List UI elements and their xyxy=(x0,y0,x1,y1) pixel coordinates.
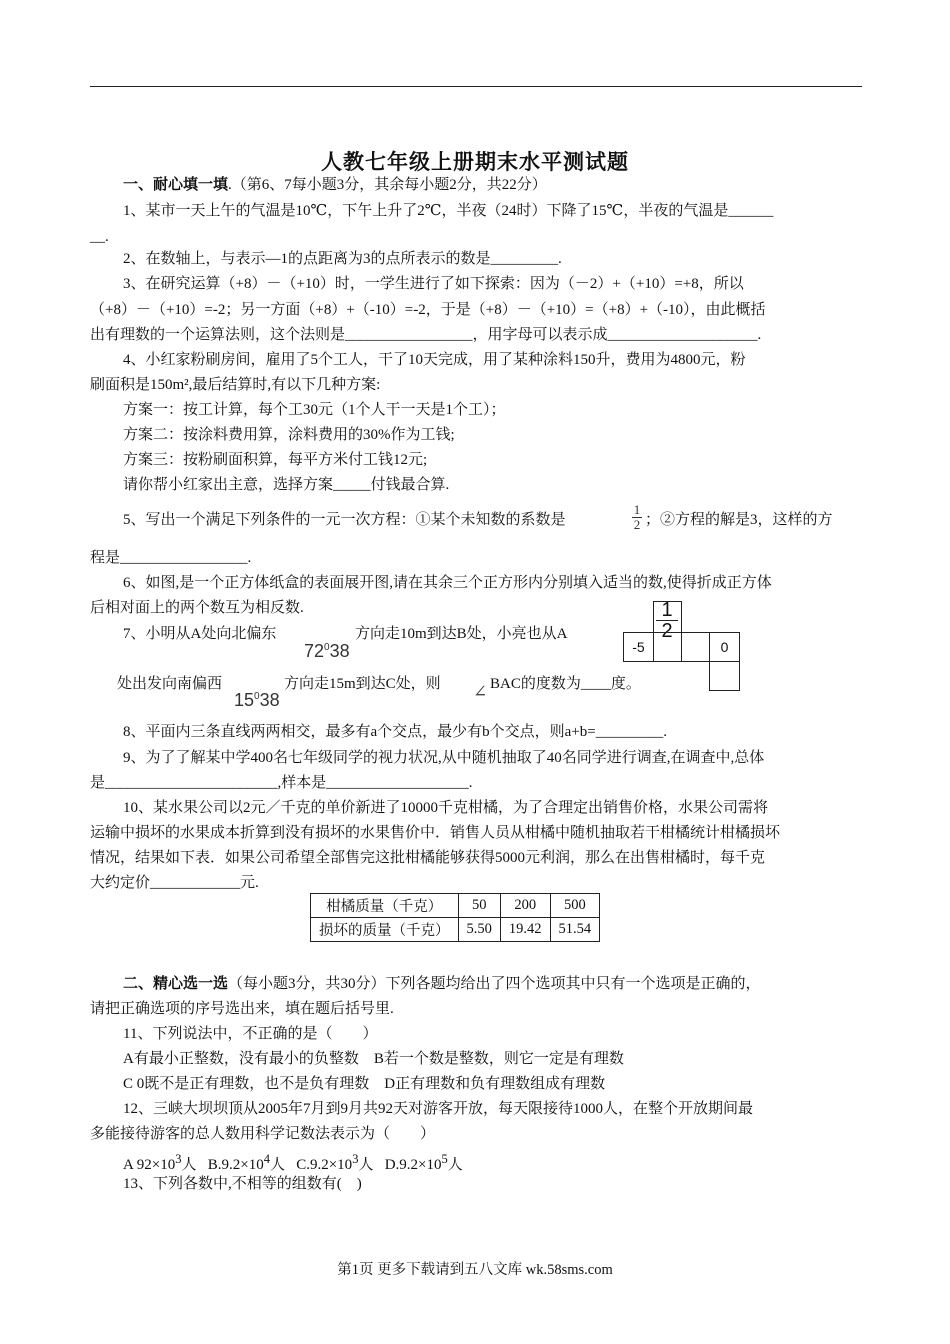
angle-symbol: ∠ xyxy=(473,682,488,701)
q4-plan1: 方案一：按工计算，每个工30元（1个人干一天是1个工）； xyxy=(123,402,506,418)
section2-line1: （每小题3分，共30分）下列各题均给出了四个选项其中只有一个选项是正确的， xyxy=(228,976,761,992)
table-row xyxy=(311,918,600,942)
q10-line4: 大约定价____________元. xyxy=(90,875,259,891)
q12-option-a xyxy=(123,1152,197,1173)
q8-line: 8、平面内三条直线两两相交，最多有a个交点，最少有b个交点，则a+b=_________. xyxy=(123,724,667,740)
cube-net-bottom-square xyxy=(709,661,740,691)
q12-options xyxy=(123,1149,463,1175)
page-title: 人教七年级上册期末水平测试题 xyxy=(321,150,629,174)
q6-line1: 6、如图,是一个正方体纸盒的表面展开图,请在其余三个正方形内分别填入适当的数,使得折成正方体 xyxy=(123,575,772,591)
q7-angle1-min: 38 xyxy=(329,641,350,661)
page-footer: 第1页 更多下载请到五八文库 wk.58sms.com xyxy=(337,1262,613,1278)
option-exponent: 3 xyxy=(352,1152,359,1166)
q3-line2: （+8）－（+10）=-2；另一方面（+8）+（-10）=-2，于是（+8）－（+10）=（+8）+（-10），由此概括 xyxy=(90,302,766,318)
option-unit: 人 xyxy=(447,1157,463,1173)
cube-frac-num: 1 xyxy=(661,599,673,621)
q4-plan3: 方案三：按粉刷面积算，每平方米付工钱12元; xyxy=(123,452,428,468)
option-base: D.9.2×10 xyxy=(384,1157,442,1173)
q7-angle1-deg: 72 xyxy=(304,641,325,661)
q13-line: 13、下列各数中,不相等的组数有( ) xyxy=(123,1176,362,1192)
degree-mark: 0 xyxy=(324,642,330,653)
option-exponent: 5 xyxy=(441,1152,448,1166)
q11-stem: 11、下列说法中，不正确的是（ ） xyxy=(123,1026,378,1042)
cube-net-square-3 xyxy=(681,632,710,662)
q2-line: 2、在数轴上，与表示—1的点距离为3的点所表示的数是_________. xyxy=(123,251,562,267)
degree-mark: 0 xyxy=(254,691,260,702)
section1-note: .（第6、7每小题3分，其余每小题2分，共22分） xyxy=(228,177,547,193)
section2-line2: 请把正确选项的序号选出来，填在题后括号里. xyxy=(90,1001,394,1017)
q9-line2: 是_______________________,样本是___________________. xyxy=(90,775,473,791)
option-unit: 人 xyxy=(269,1157,285,1173)
q9-line1: 9、为了了解某中学400名七年级同学的视力状况,从中随机抽取了40名同学进行调查,在调查中,总体 xyxy=(123,750,765,766)
q12-line1: 12、三峡大坝坝顶从2005年7月到9月共92天对游客开放，每天限接待1000人，在整个开放期间最 xyxy=(123,1101,754,1117)
option-base: B.9.2×10 xyxy=(207,1157,264,1173)
table-cell: 损坏的质量（千克） xyxy=(311,918,459,942)
q7-line2a: 处出发向南偏西 xyxy=(117,676,223,692)
cube-net-top-square xyxy=(653,601,682,633)
q7-line1a: 7、小明从A处向北偏东 xyxy=(123,626,277,642)
q5-line1b: ；②方程的解是3，这样的方 xyxy=(645,512,833,528)
q4-line6: 请你帮小红家出主意，选择方案_____付钱最合算. xyxy=(123,477,450,493)
cube-net-square-left: -5 xyxy=(623,632,654,662)
table-cell: 200 xyxy=(500,894,550,918)
damage-table xyxy=(310,893,600,942)
q4-plan2: 方案二：按涂料费用算，涂料费用的30%作为工钱; xyxy=(123,427,455,443)
q4-line1: 4、小红家粉刷房间，雇用了5个工人，干了10天完成，用了某种涂料150升，费用为4800元，粉 xyxy=(123,352,746,368)
option-base: C.9.2×10 xyxy=(296,1157,353,1173)
option-unit: 人 xyxy=(358,1157,374,1173)
q4-line2: 刷面积是150m²,最后结算时,有以下几种方案: xyxy=(90,377,381,393)
cube-net-square-2 xyxy=(653,632,682,662)
top-rule xyxy=(90,86,862,87)
q6-line2: 后相对面上的两个数互为相反数. xyxy=(90,600,304,616)
option-unit: 人 xyxy=(181,1157,197,1173)
q7-line1b: 方向走10m到达B处，小亮也从A xyxy=(355,626,568,642)
table-row xyxy=(311,894,600,918)
q5-frac-den: 2 xyxy=(633,517,641,532)
section2-header xyxy=(123,974,761,994)
table-cell: 50 xyxy=(458,894,500,918)
section2-heading: 二、精心选一选 xyxy=(123,976,229,992)
q1-line1: 1、某市一天上午的气温是10℃，下午上升了2℃，半夜（24时）下降了15℃，半夜的气温是______ xyxy=(123,203,774,219)
q7-angle2-deg: 15 xyxy=(234,690,255,710)
q10-line2: 运输中损坏的水果成本折算到没有损坏的水果售价中．销售人员从柑橘中随机抽取若干柑橘统计柑橘损坏 xyxy=(90,825,781,841)
q5-line1a: 5、写出一个满足下列条件的一元一次方程：①某个未知数的系数是 xyxy=(123,512,566,528)
table-cell: 柑橘质量（千克） xyxy=(311,894,459,918)
cube-frac-den: 2 xyxy=(656,620,678,641)
q12-option-b xyxy=(207,1152,285,1173)
q11-options-ab: A有最小正整数，没有最小的负整数 B若一个数是整数，则它一定是有理数 xyxy=(123,1051,624,1067)
q10-line3: 情况，结果如下表．如果公司希望全部售完这批柑橘能够获得5000元利润，那么在出售柑橘时，每千克 xyxy=(90,850,766,866)
q12-option-d xyxy=(384,1152,463,1173)
q7-line2b: 方向走15m到达C处，则 xyxy=(284,676,441,692)
option-exponent: 3 xyxy=(175,1152,182,1166)
q7-line2c: BAC的度数为____度。 xyxy=(490,676,641,692)
section1-header xyxy=(123,175,547,195)
q11-options-cd: C 0既不是正有理数，也不是负有理数 D正有理数和负有理数组成有理数 xyxy=(123,1076,606,1092)
q1-line2: __. xyxy=(90,229,109,245)
q3-line1: 3、在研究运算（+8）－（+10）时，一学生进行了如下探索：因为（－2）+（+10）=+8，所以 xyxy=(123,276,744,292)
q7-angle2-min: 38 xyxy=(259,690,280,710)
option-exponent: 4 xyxy=(263,1152,270,1166)
option-base: A 92×10 xyxy=(123,1157,176,1173)
q12-line2: 多能接待游客的总人数用科学记数法表示为（ ） xyxy=(90,1126,436,1142)
q5-frac-num: 1 xyxy=(633,502,641,517)
table-cell: 19.42 xyxy=(500,918,550,942)
q12-option-c xyxy=(296,1152,374,1173)
q7-angle1 xyxy=(304,638,350,661)
section1-heading: 一、耐心填一填 xyxy=(123,177,229,193)
q7-angle2 xyxy=(234,687,280,710)
table-cell: 500 xyxy=(550,894,600,918)
q5-line2: 程是_________________. xyxy=(90,550,252,566)
q10-line1: 10、某水果公司以2元／千克的单价新进了10000千克柑橘，为了合理定出销售价格，水果公司需将 xyxy=(123,800,769,816)
q3-line3: 出有理数的一个运算法则，这个法则是_________________，用字母可以表示成____________________. xyxy=(90,327,762,343)
q5-fraction xyxy=(632,503,642,532)
cube-net-square-right: 0 xyxy=(709,632,740,662)
table-cell: 51.54 xyxy=(550,918,600,942)
table-cell: 5.50 xyxy=(458,918,500,942)
